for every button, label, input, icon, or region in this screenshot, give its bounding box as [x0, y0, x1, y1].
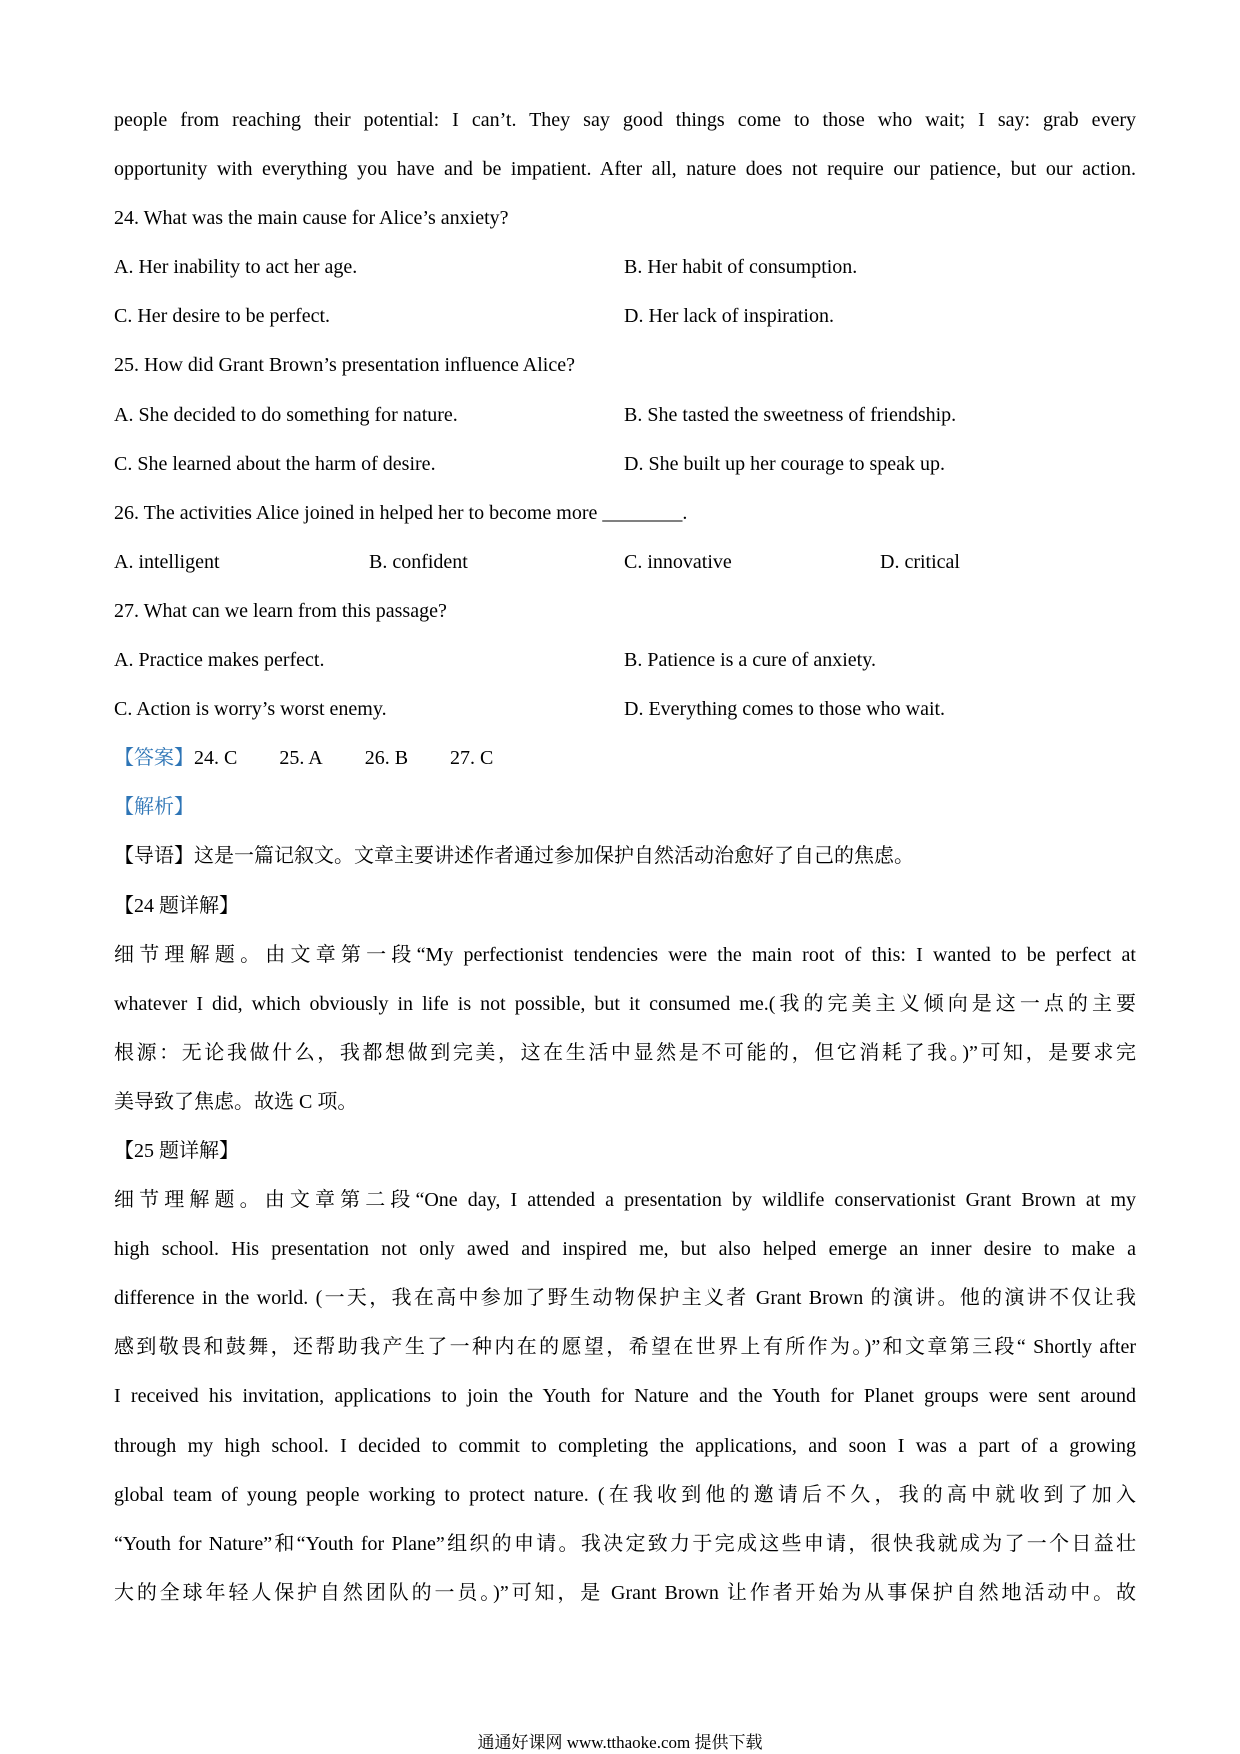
option: A. She decided to do something for nature. — [114, 403, 458, 426]
explanation-line: global team of young people working to protect nature. (在我收到他的邀请后不久，我的高中就收到了加入 — [114, 1483, 1136, 1506]
option: B. Patience is a cure of anxiety. — [624, 649, 876, 672]
question-stem: 26. The activities Alice joined in helped her to become more ________. — [114, 501, 688, 524]
option-row — [114, 440, 1136, 489]
explanation-line: 美导致了焦虑。故选 C 项。 — [114, 1090, 358, 1113]
answer-item: 27. C — [450, 747, 494, 770]
answer-label: 【答案】 — [114, 747, 194, 770]
passage-line: opportunity with everything you have and be impatient. After all, nature does not require our patience, but our action. — [114, 158, 1136, 181]
intro: 【导语】这是一篇记叙文。文章主要讲述作者通过参加保护自然活动治愈好了自己的焦虑。 — [114, 845, 914, 868]
answer-item: 24. C — [194, 747, 238, 770]
option-row — [114, 538, 1136, 587]
option: B. Her habit of consumption. — [624, 256, 858, 279]
question-stem: 27. What can we learn from this passage? — [114, 599, 447, 622]
option-row — [114, 243, 1136, 292]
explanation-line: whatever I did, which obviously in life is not possible, but it consumed me.(我的完美主义倾向是这一点的主要 — [114, 992, 1136, 1015]
option: A. Practice makes perfect. — [114, 649, 325, 672]
option-row — [114, 685, 1136, 734]
explanation-line: 根源：无论我做什么，我都想做到完美，这在生活中显然是不可能的，但它消耗了我。)”可知，是要求完 — [114, 1041, 1136, 1064]
option: C. She learned about the harm of desire. — [114, 452, 436, 475]
analysis-label: 【解析】 — [114, 796, 194, 819]
explanation-line: through my high school. I decided to commit to completing the applications, and soon I was a part of a growing — [114, 1434, 1136, 1457]
explanation-line: high school. His presentation not only awed and inspired me, but also helped emerge an inner desire to make a — [114, 1238, 1136, 1261]
option-row — [114, 391, 1136, 440]
answer-item: 25. A — [279, 747, 323, 770]
option: D. critical — [880, 550, 960, 573]
option-row — [114, 636, 1136, 685]
explanation-line: difference in the world. (一天，我在高中参加了野生动物保护主义者 Grant Brown 的演讲。他的演讲不仅让我 — [114, 1287, 1136, 1310]
q25-label: 【25 题详解】 — [114, 1139, 239, 1162]
explanation-line: 大的全球年轻人保护自然团队的一员。)”可知，是 Grant Brown 让作者开始为从事保护自然地活动中。故 — [114, 1581, 1136, 1604]
option: A. intelligent — [114, 550, 220, 573]
q24-label: 【24 题详解】 — [114, 894, 239, 917]
option: C. Her desire to be perfect. — [114, 305, 331, 328]
page-footer: 通通好课网 www.tthaoke.com 提供下载 — [477, 1733, 763, 1752]
option: A. Her inability to act her age. — [114, 256, 358, 279]
explanation-line: I received his invitation, applications to join the Youth for Nature and the Youth for Planet groups were sent around — [114, 1385, 1136, 1408]
answer-item: 26. B — [364, 747, 409, 770]
document-body — [114, 96, 1136, 1618]
explanation-line: 细节理解题。由文章第二段“One day, I attended a presentation by wildlife conservationist Grant Brown at my — [114, 1189, 1136, 1212]
explanation-line: 细节理解题。由文章第一段“My perfectionist tendencies were the main root of this: I wanted to be perfect at — [114, 943, 1136, 966]
question-stem: 25. How did Grant Brown’s presentation influence Alice? — [114, 354, 575, 377]
option: B. She tasted the sweetness of friendship. — [624, 403, 957, 426]
option: C. Action is worry’s worst enemy. — [114, 698, 387, 721]
passage-line: people from reaching their potential: I can’t. They say good things come to those who wait; I say: grab every — [114, 109, 1136, 131]
explanation-line: 感到敬畏和鼓舞，还帮助我产生了一种内在的愿望，希望在世界上有所作为。)”和文章第三段“ Shortly after — [114, 1336, 1136, 1359]
option: D. Her lack of inspiration. — [624, 305, 834, 328]
option: C. innovative — [624, 550, 732, 573]
option: B. confident — [369, 550, 468, 573]
answer-line — [114, 734, 1136, 783]
question-stem: 24. What was the main cause for Alice’s anxiety? — [114, 207, 509, 230]
explanation-line: “Youth for Nature”和“Youth for Plane”组织的申请。我决定致力于完成这些申请，很快我就成为了一个日益壮 — [114, 1532, 1136, 1555]
option-row — [114, 292, 1136, 341]
option: D. Everything comes to those who wait. — [624, 698, 946, 721]
option: D. She built up her courage to speak up. — [624, 452, 946, 475]
